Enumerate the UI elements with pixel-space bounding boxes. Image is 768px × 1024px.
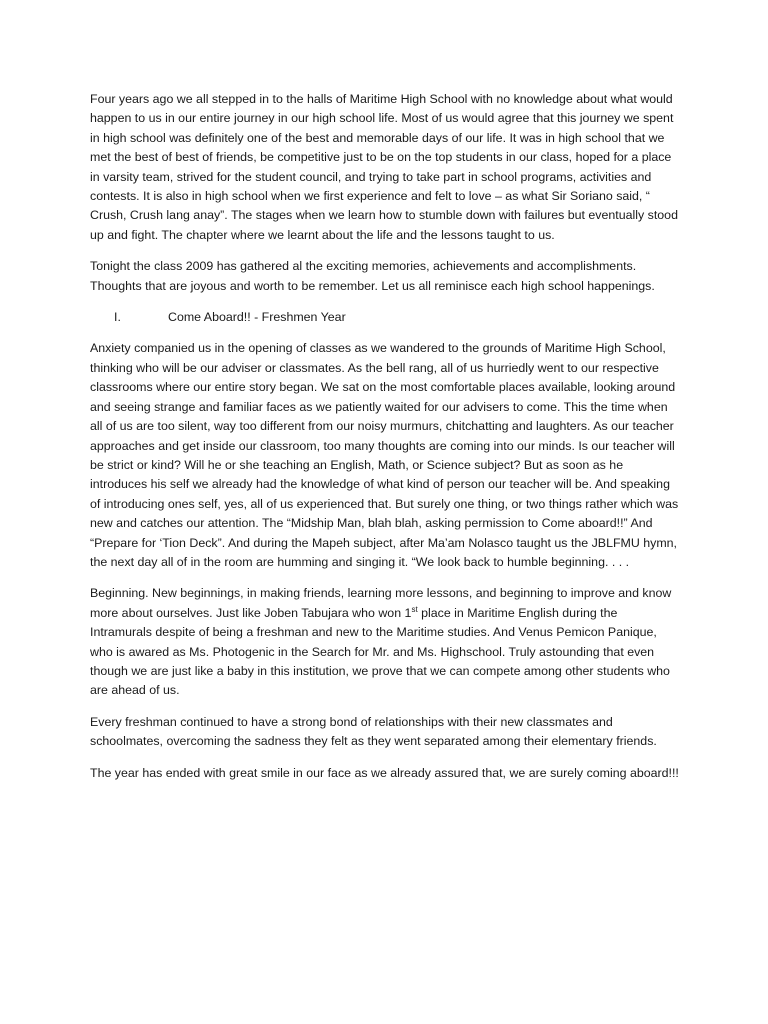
section-heading — [90, 308, 680, 327]
ordinal-suffix: st — [411, 604, 418, 614]
body-paragraph-2 — [90, 584, 680, 700]
section-number: I. — [114, 310, 121, 325]
intro-paragraph-2: Tonight the class 2009 has gathered al the exciting memories, achievements and accomplishments. Thoughts that are joyous and worth to be remember. Let us all reminisce each high school happenings. — [90, 259, 655, 293]
intro-paragraph-1: Four years ago we all stepped in to the halls of Maritime High School with no knowledge about what would happen to us in our entire journey in our high school life. Most of us would agree that this journey we spent in high school was definitely one of the best and memorable days of our life. It was in high school that we met the best of best of friends, be competitive just to be on the top students in our class, hoped for a place in varsity team, strived for the student council, and trying to take part in school programs, activities and contests. It is also in high school when we first experience and felt to love – as what Sir Soriano said, “ Crush, Crush lang anay”. The stages when we learn how to stumble down with failures but eventually stood up and fight. The chapter where we learnt about the life and the lessons taught to us. — [90, 92, 678, 242]
section-title: Come Aboard!! - Freshmen Year — [168, 310, 346, 325]
body-paragraph-4: The year has ended with great smile in our face as we already assured that, we are surely coming aboard!!! — [90, 765, 679, 780]
body-paragraph-1: Anxiety companied us in the opening of classes as we wandered to the grounds of Maritime High School, thinking who will be our adviser or classmates. As the bell rang, all of us hurriedly went to our respective classrooms where our entire story began. We sat on the most comfortable places available, looking around and seeing strange and familiar faces as we patiently waited for our advisers to come. This the time when all of us are too silent, way too different from our noisy murmurs, chitchatting and laughters. As our teacher approaches and get inside our classroom, too many thoughts are coming into our minds. Is our teacher will be strict or kind? Will he or she teaching an English, Math, or Science subject? But as soon as he introduces his self we already had the knowledge of what kind of person our teacher will be. And speaking of introducing ones self, yes, all of us experienced that. But surely one thing, or two things rather which was new and catches our attention. The “Midship Man, blah blah, asking permission to Come aboard!!” And “Prepare for ‘Tion Deck”. And during the Mapeh subject, after Ma’am Nolasco taught us the JBLFMU hymn, the next day all of in the room are humming and singing it. “We look back to humble beginning. . . . — [90, 341, 679, 569]
body-paragraph-2-end: place in Maritime English during the Intramurals despite of being a freshman and new to the Maritime studies. And Venus Pemicon Panique, who is awared as Ms. Photogenic in the Search for Mr. and Ms. Highschool. Truly astounding that even though we are just like a baby in this institution, we prove that we can compete among other students who are ahead of us. — [90, 605, 670, 698]
body-paragraph-3: Every freshman continued to have a strong bond of relationships with their new classmates and schoolmates, overcoming the sadness they felt as they went separated among their elementary friends. — [90, 714, 657, 749]
body-paragraph-2-start: Beginning. New beginnings, in making friends, learning more lessons, and beginning to improve and know more about ourselves. Just like Joben Tabujara who won 1 — [90, 586, 672, 620]
